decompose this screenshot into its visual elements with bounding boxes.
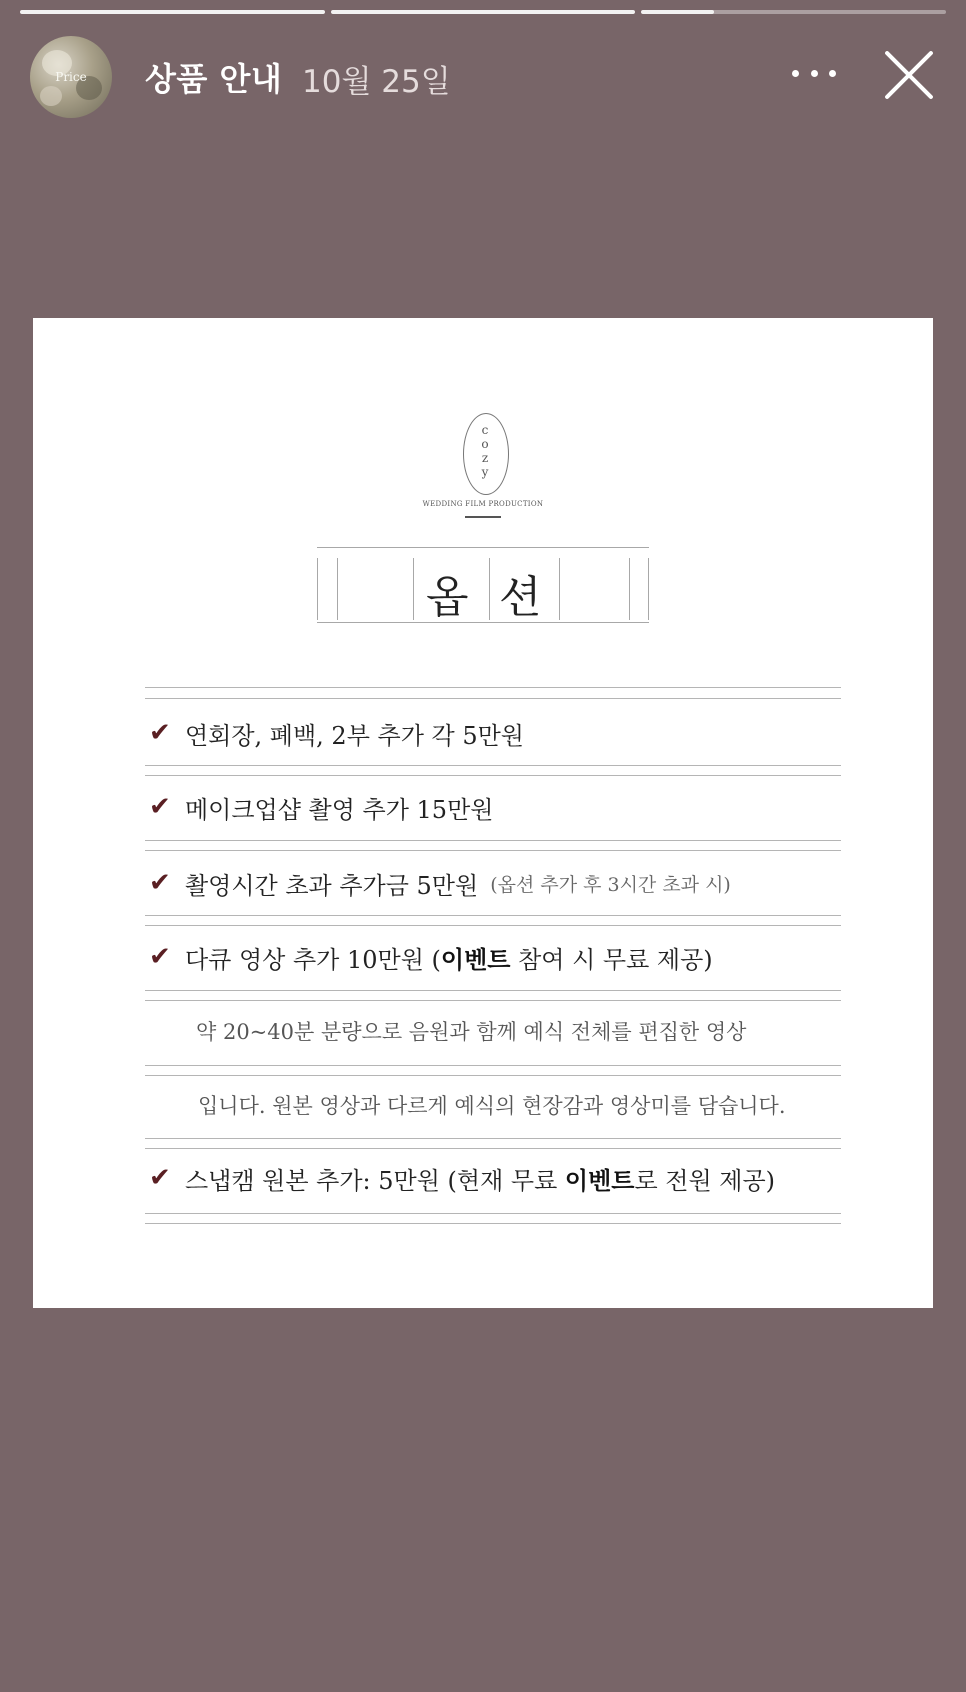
logo-letter: z	[481, 451, 489, 465]
logo-underline	[465, 516, 501, 518]
close-icon[interactable]	[882, 48, 936, 102]
check-icon: ✔	[149, 792, 171, 822]
story-progress-segment-1	[20, 10, 325, 14]
option-text: 메이크업샵 촬영 추가 15만원	[185, 795, 494, 824]
option-item	[145, 863, 865, 903]
divider	[145, 1000, 841, 1001]
title-divider	[317, 558, 318, 620]
avatar[interactable]	[30, 36, 112, 118]
page-title	[317, 547, 649, 623]
event-highlight: 이벤트	[440, 945, 511, 974]
post-date: 10월 25일	[302, 64, 451, 100]
divider	[145, 1138, 841, 1139]
divider	[145, 687, 841, 688]
option-note: (옵션 추가 후 3시간 초과 시)	[490, 873, 731, 896]
event-highlight: 이벤트	[564, 1166, 635, 1195]
description-line: 입니다. 원본 영상과 다르게 예식의 현장감과 영상미를 담습니다.	[198, 1094, 786, 1118]
option-text-part: 로 전원 제공)	[634, 1166, 775, 1195]
dot	[811, 70, 818, 77]
divider	[145, 925, 841, 926]
more-options-icon[interactable]	[792, 58, 836, 88]
option-text-part: 다큐 영상 추가 10만원 (	[185, 945, 441, 974]
progress-fill	[331, 10, 636, 14]
story-image-card	[33, 318, 933, 1308]
check-icon: ✔	[149, 718, 171, 748]
check-icon: ✔	[149, 868, 171, 898]
title-rule-bottom	[317, 622, 649, 623]
story-progress-segment-3	[641, 10, 946, 14]
option-text	[185, 1161, 775, 1196]
divider	[145, 840, 841, 841]
title-divider	[629, 558, 630, 620]
divider	[145, 850, 841, 851]
title-char: 션	[499, 572, 542, 623]
logo-letter: y	[481, 465, 489, 479]
option-text: 촬영시간 초과 추가금 5만원	[185, 871, 479, 900]
title-divider	[559, 558, 560, 620]
story-header	[30, 34, 936, 118]
option-item	[145, 787, 865, 827]
story-progress-segment-2	[331, 10, 636, 14]
avatar-label: Price	[55, 70, 87, 84]
divider	[145, 1223, 841, 1224]
title-divider	[337, 558, 338, 620]
logo-word	[460, 423, 510, 479]
dot	[792, 70, 799, 77]
divider	[145, 1075, 841, 1076]
divider	[145, 915, 841, 916]
dot	[829, 70, 836, 77]
logo-subtitle: WEDDING FILM PRODUCTION	[422, 500, 544, 508]
title-rule-top	[317, 547, 649, 548]
divider	[145, 765, 841, 766]
option-item	[145, 713, 865, 753]
cozy-logo	[460, 413, 510, 503]
title-char: 옵	[426, 572, 469, 623]
divider	[145, 1213, 841, 1214]
option-item	[145, 937, 865, 977]
title-divider	[489, 558, 490, 620]
progress-fill	[20, 10, 325, 14]
option-text: 연회장, 폐백, 2부 추가 각 5만원	[185, 721, 524, 750]
check-icon: ✔	[149, 942, 171, 972]
option-item	[145, 1158, 865, 1198]
avatar-photo-spot	[40, 86, 62, 106]
divider	[145, 990, 841, 991]
logo-letter: o	[481, 437, 489, 451]
option-text	[185, 940, 713, 975]
option-text-part: 참여 시 무료 제공)	[510, 945, 713, 974]
divider	[145, 1148, 841, 1149]
title-divider	[413, 558, 414, 620]
option-text-part: 스냅캠 원본 추가: 5만원 (현재 무료	[185, 1166, 565, 1195]
logo-letter: c	[481, 423, 489, 437]
title-divider	[648, 558, 649, 620]
divider	[145, 775, 841, 776]
progress-fill	[641, 10, 714, 14]
divider	[145, 1065, 841, 1066]
divider	[145, 698, 841, 699]
story-progress-bar	[20, 10, 946, 14]
check-icon: ✔	[149, 1163, 171, 1193]
description-line: 약 20~40분 분량으로 음원과 함께 예식 전체를 편집한 영상	[196, 1020, 747, 1044]
account-name[interactable]: 상품 안내	[145, 60, 283, 98]
